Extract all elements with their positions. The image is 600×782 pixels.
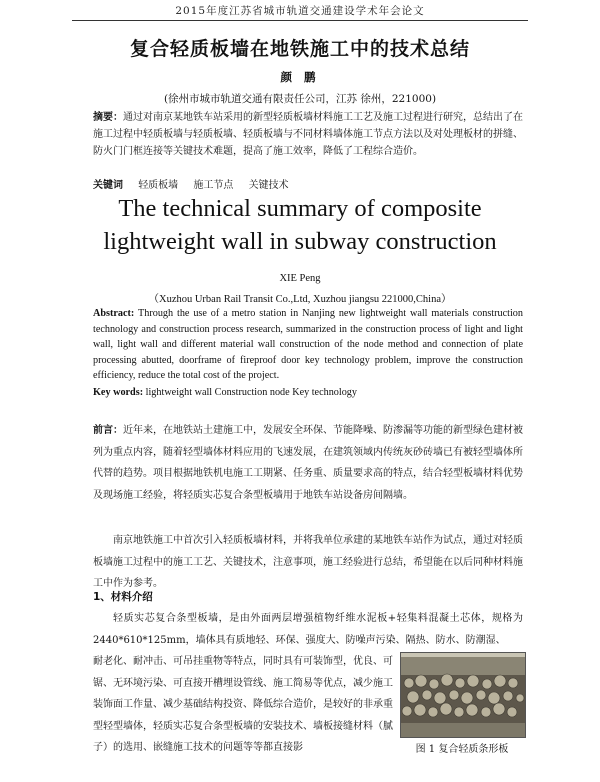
chinese-abstract — [93, 109, 523, 160]
preface-label: 前言： — [93, 425, 123, 436]
chinese-title: 复合轻质板墙在地铁施工中的技术总结 — [129, 38, 470, 60]
chinese-author: 颜 鹏 — [280, 70, 320, 84]
chinese-abstract-text: 通过对南京某地铁车站采用的新型轻质板墙材料施工工艺及施工过程进行研究，总结出了在施工过程中轻质板墙与轻质板墙、轻质板墙与不同材料墙体施工节点方法以及对处理板材的拼缝、防火门门框连接等关键技术难题，提高了施工效率，降低了工程综合造价。 — [93, 112, 523, 157]
english-abstract — [93, 306, 523, 384]
preface-paragraph — [93, 420, 523, 506]
english-title-line-2: lightweight wall in subway construction — [103, 228, 497, 255]
chinese-affiliation: (徐州市城市轨道交通有限责任公司，江苏 徐州，221000) — [163, 93, 437, 105]
running-header: 2015年度江苏省城市轨道交通建设学术年会论文 — [175, 5, 425, 17]
body-paragraph-2: 南京地铁施工中首次引入轻质板墙材料，并将我单位承建的某地铁车站作为试点，通过对轻质板墙施工过程中的施工工艺、关键技术，注意事项，施工经验进行总结，希望能在以后同种材料施工中作为参考。 — [93, 535, 523, 589]
chinese-keyword: 施工节点 — [193, 180, 234, 191]
english-affiliation: （Xuzhou Urban Rail Transit Co.,Ltd, Xuzhou jiangsu 221000,China） — [148, 294, 452, 305]
materials-paragraph-continued: 耐老化、耐冲击、可吊挂重物等特点，同时具有可装饰型，优良、可锯、无环境污染、可直接开槽埋设管线、施工简易等优点，减少施工装饰面工作量、减少基础结构投资、降低综合造价，是较好的非承重型轻型墙体，轻质实芯复合条型板墙的安装技术、墙板接缝材料（腻子）的选用、嵌缝施工技术的问题等等都直接影 — [93, 656, 393, 753]
header-rule — [72, 20, 528, 21]
english-abstract-text: Through the use of a metro station in Nanjing new lightweight wall materials construction technology and construction process research, summarized in the construction process of light and light wall, light wall and different material wall construction of the node method and connection of plate processing abutted, doorframe of fireproof door key technology problem, improve the construction efficiency, reduce the total cost of the project. — [93, 308, 523, 382]
english-abstract-label: Abstract: — [93, 308, 135, 319]
panel-photo-illustration — [401, 653, 525, 737]
english-author: XIE Peng — [279, 273, 321, 284]
english-title — [0, 192, 600, 258]
chinese-abstract-label: 摘要： — [93, 112, 123, 123]
english-keywords-label: Key words: — [93, 387, 144, 398]
chinese-keyword: 关键技术 — [248, 180, 289, 191]
chinese-keyword: 轻质板墙 — [138, 180, 179, 191]
english-keywords — [93, 385, 523, 401]
section-heading-materials: 1、材料介绍 — [93, 591, 153, 603]
chinese-keywords-label: 关键词 — [93, 180, 123, 191]
composite-panel-photo — [400, 652, 526, 738]
preface-text: 近年来，在地铁站土建施工中，发展安全环保、节能降噪、防渗漏等功能的新型绿色建材被列为重点内容，随着轻型墙体材料应用的飞速发展，在建筑领域内传统灰砂砖墙已有被轻型墙体所代替的趋势。项目根据地铁机电施工工期紧、任务重、质量要求高的特点，结合轻型板墙材料优势及现场施工经验，将轻质实芯复合条型板墙用于地铁车站设备房间隔墙。 — [93, 425, 523, 501]
english-keywords-text: lightweight wall Construction node Key technology — [143, 387, 357, 398]
figure-caption: 图 1 复合轻质条形板 — [415, 744, 509, 755]
materials-paragraph: 轻质实芯复合条型板墙，是由外面两层增强植物纤维水泥板+轻集料混凝土芯体，规格为 2440*610*125mm，墙体具有质地轻、环保、强度大、防噪声污染、隔热、防水、防潮湿、 — [93, 613, 523, 646]
english-title-line-1: The technical summary of composite — [118, 195, 482, 222]
